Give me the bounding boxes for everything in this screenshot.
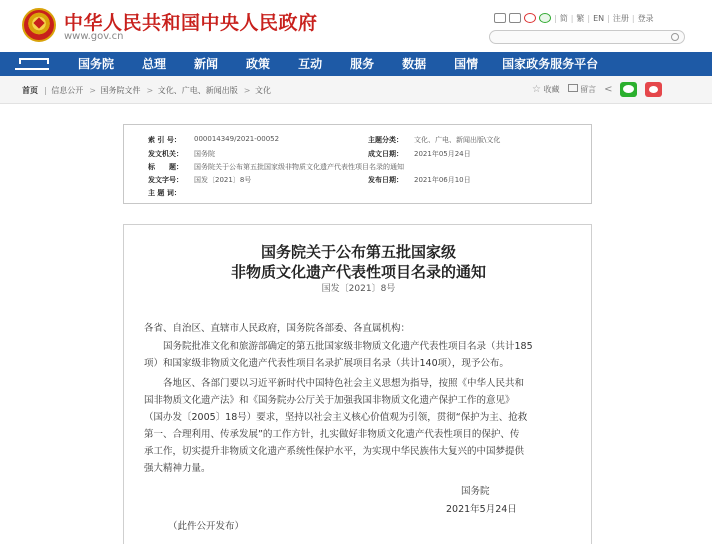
signature-date: 2021年5月24日 xyxy=(446,504,517,515)
category-value: 文化、广电、新闻出版\文化 xyxy=(414,136,501,144)
breadcrumb-state-council-docs[interactable]: 国务院文件 xyxy=(100,86,141,95)
nav-item-interaction[interactable]: 互动 xyxy=(298,57,323,71)
breadcrumb: 首页 | 信息公开 > 国务院文件 > 文化、广电、新闻出版 > 文化 xyxy=(22,86,271,95)
index-label: 索 引 号： xyxy=(148,136,181,144)
publication-note: （此件公开发布） xyxy=(168,521,245,532)
publish-date-label: 发布日期： xyxy=(368,176,403,184)
nav-item-premier[interactable]: 总理 xyxy=(142,57,167,71)
article-body xyxy=(123,224,592,544)
breadcrumb-home[interactable]: 首页 xyxy=(22,86,38,95)
doc-number-label: 发文字号： xyxy=(148,176,183,184)
link-traditional[interactable]: 繁 xyxy=(576,13,585,23)
title-value: 国务院关于公布第五批国家级非物质文化遗产代表性项目名录的通知 xyxy=(194,163,404,171)
breadcrumb-culture-media[interactable]: 文化、广电、新闻出版 xyxy=(157,86,238,95)
site-header xyxy=(0,0,712,52)
message-icon xyxy=(568,84,578,92)
wechat-share-icon[interactable] xyxy=(620,82,637,97)
paragraph-1-line: 项）和国家级非物质文化遗产代表性项目名录扩展项目名录（共计140项），现予公布。 xyxy=(144,358,509,369)
article-doc-number: 国发〔2021〕8号 xyxy=(321,284,396,294)
breadcrumb-bar xyxy=(0,76,712,104)
signature: 国务院 xyxy=(461,486,490,497)
index-value: 000014349/2021-00052 xyxy=(194,135,280,143)
paragraph-2-line: 强大精神力量。 xyxy=(144,463,211,474)
article-title-line-1: 国务院关于公布第五批国家级 xyxy=(260,243,456,261)
search-input[interactable] xyxy=(489,30,685,44)
breadcrumb-culture[interactable]: 文化 xyxy=(255,86,271,95)
link-simplified[interactable]: 简 xyxy=(559,13,568,23)
link-register[interactable]: 注册 xyxy=(612,13,629,23)
nav-item-news[interactable]: 新闻 xyxy=(194,57,219,71)
document-meta-table xyxy=(123,124,592,204)
share-icon[interactable]: < xyxy=(604,84,613,95)
top-toolbar: | 简 | 繁 | EN | 注册 | 登录 xyxy=(494,11,654,25)
paragraph-2-line: 国非物质文化遗产法》和《国务院办公厅关于加强我国非物质文化遗产保护工作的意见》 xyxy=(144,395,515,406)
paragraph-1-line: 国务院批准文化和旅游部确定的第五批国家级非物质文化遗产代表性项目名录（共计185 xyxy=(163,341,533,352)
weibo-icon[interactable] xyxy=(524,13,536,23)
main-nav xyxy=(0,52,712,76)
paragraph-2-line: （国办发〔2005〕18号）要求，坚持以社会主义核心价值观为引领，贯彻“保护为主、抢救 xyxy=(144,412,528,423)
doc-number-value: 国发〔2021〕8号 xyxy=(194,176,252,184)
salutation: 各省、自治区、直辖市人民政府，国务院各部委、各直属机构： xyxy=(144,323,411,334)
rss-icon[interactable] xyxy=(509,13,521,23)
nav-item-gov-service-platform[interactable]: 国家政务服务平台 xyxy=(502,57,599,71)
share-tools xyxy=(532,82,662,97)
paragraph-2-line: 第一、合理利用、传承发展”的工作方针，扎实做好非物质文化遗产代表性项目的保护、传 xyxy=(144,429,520,440)
nav-item-policy[interactable]: 政策 xyxy=(246,57,271,71)
site-title[interactable]: 中华人民共和国中央人民政府 xyxy=(64,12,318,34)
subject-label: 主 题 词： xyxy=(148,189,181,197)
article-title-line-2: 非物质文化遗产代表性项目名录的通知 xyxy=(230,263,486,281)
search-icon[interactable] xyxy=(671,33,679,41)
link-login[interactable]: 登录 xyxy=(637,13,654,23)
written-date-value: 2021年05月24日 xyxy=(414,150,471,158)
tiananmen-home-icon xyxy=(15,58,49,70)
nav-item-state-council[interactable]: 国务院 xyxy=(78,57,115,71)
favorite-button[interactable]: ☆ 收藏 xyxy=(532,84,560,95)
paragraph-2-line: 承工作，切实提升非物质文化遗产系统性保护水平，为实现中华民族伟大复兴的中国梦提供 xyxy=(144,446,525,457)
category-label: 主题分类： xyxy=(368,136,403,144)
paragraph-2-line: 各地区、各部门要以习近平新时代中国特色社会主义思想为指导，按照《中华人民共和 xyxy=(163,378,525,389)
nav-item-service[interactable]: 服务 xyxy=(350,57,375,71)
weibo-share-icon[interactable] xyxy=(645,82,662,97)
nav-item-national-conditions[interactable]: 国情 xyxy=(454,57,479,71)
national-emblem-icon xyxy=(22,8,56,42)
publish-date-value: 2021年06月10日 xyxy=(414,176,471,184)
issuer-value: 国务院 xyxy=(194,150,215,158)
issuer-label: 发文机关： xyxy=(148,150,183,158)
written-date-label: 成文日期： xyxy=(368,150,403,158)
star-icon: ☆ xyxy=(532,84,541,95)
site-url: www.gov.cn xyxy=(64,31,124,42)
mail-icon[interactable] xyxy=(494,13,506,23)
link-english[interactable]: EN xyxy=(593,13,605,23)
nav-item-data[interactable]: 数据 xyxy=(402,57,427,71)
wechat-icon[interactable] xyxy=(539,13,551,23)
breadcrumb-info-public[interactable]: 信息公开 xyxy=(51,86,84,95)
nav-home[interactable] xyxy=(0,52,64,76)
title-label: 标 题： xyxy=(148,163,183,171)
message-button[interactable]: 留言 xyxy=(568,84,597,95)
